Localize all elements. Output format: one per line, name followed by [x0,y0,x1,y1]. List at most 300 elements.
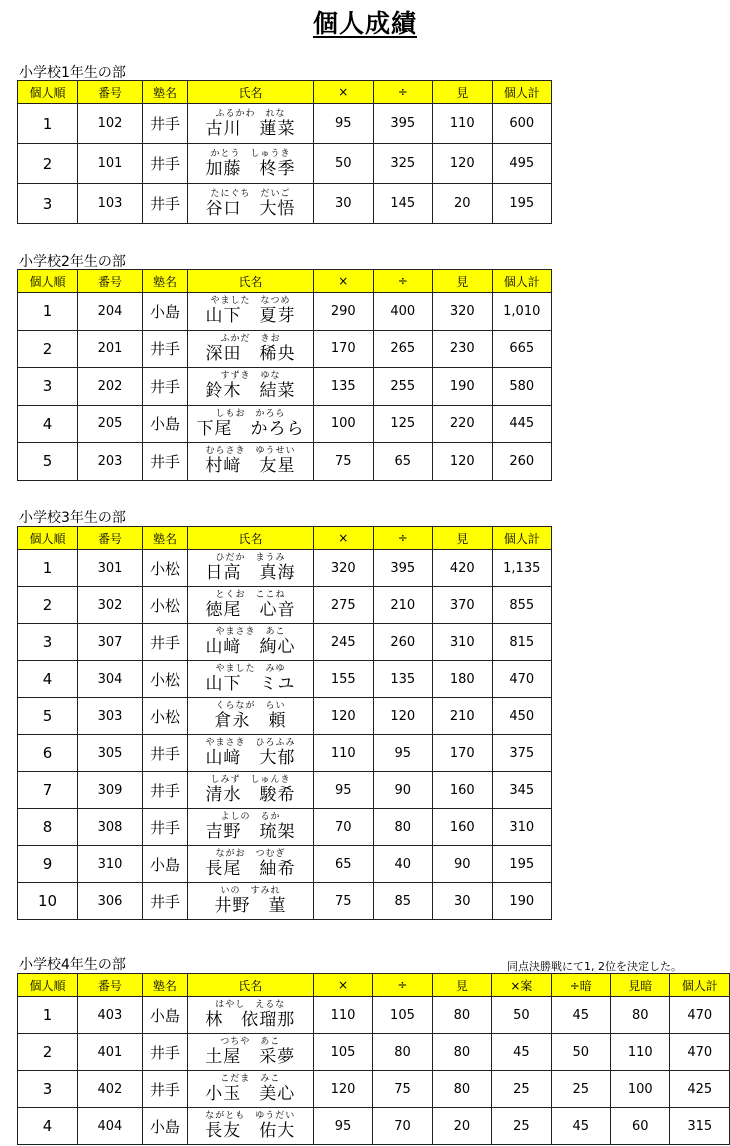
col-header-juku: 塾名 [143,527,188,550]
name-kanji: 林 依瑠那 [205,1010,296,1030]
juku-cell: 井手 [143,772,188,809]
col-header-mi: 見 [433,527,493,550]
col-header-mi: 見 [433,270,493,293]
number-cell: 102 [78,104,143,144]
mi-an-score-cell: 80 [611,997,670,1034]
mi-score-cell: 170 [433,735,493,772]
number-cell: 304 [78,661,143,698]
mul-score-cell: 155 [314,661,374,698]
col-header-name: 氏名 [188,527,314,550]
name-kanji: 日高 真海 [205,563,296,583]
number-cell: 202 [78,368,143,406]
name-cell [188,698,314,735]
div-score-cell: 210 [373,587,433,624]
rank-cell: 3 [18,368,78,406]
name-cell [188,846,314,883]
div-an-score-cell: 25 [551,1071,610,1108]
mi-score-cell: 110 [433,104,493,144]
mi-score-cell: 120 [433,443,493,481]
mul-score-cell: 75 [314,883,374,920]
name-cell [188,550,314,587]
table-header-row [18,527,552,550]
name-furigana: つちや あこ [220,1037,281,1047]
table-row [18,1034,730,1071]
mul-score-cell: 135 [314,368,374,406]
col-header-name: 氏名 [188,270,314,293]
number-cell: 201 [78,330,143,368]
juku-cell: 井手 [143,624,188,661]
juku-cell: 井手 [143,184,188,224]
div-score-cell: 260 [373,624,433,661]
rank-cell: 2 [18,330,78,368]
mi-score-cell: 180 [433,661,493,698]
rank-cell: 2 [18,144,78,184]
div-score-cell: 75 [373,1071,432,1108]
rank-cell: 2 [18,1034,78,1071]
div-score-cell: 395 [373,104,433,144]
name-cell [188,405,314,443]
mi-score-cell: 30 [433,883,493,920]
total-cell: 470 [670,997,730,1034]
col-header-mul: × [314,527,374,550]
div-score-cell: 125 [373,405,433,443]
table-row [18,997,730,1034]
col-header-name: 氏名 [187,974,313,997]
div-score-cell: 95 [373,735,433,772]
col-header-mul: × [314,270,374,293]
mi-score-cell: 80 [432,997,491,1034]
mul-score-cell: 30 [314,184,374,224]
name-furigana: たにぐち だいご [210,188,291,199]
name-furigana: ふるかわ れな [215,108,286,119]
name-kanji: 井野 菫 [214,896,287,916]
col-header-number: 番号 [77,974,142,997]
section-label-grade3: 小学校3年生の部 [19,510,126,526]
table-row [18,883,552,920]
col-header-rank: 個人順 [18,527,78,550]
mi-score-cell: 80 [432,1071,491,1108]
mul-score-cell: 70 [314,809,374,846]
name-kanji: 谷口 大悟 [205,198,296,219]
name-kanji: 鈴木 結菜 [205,381,296,402]
grade1-table [17,80,552,224]
table-row [18,144,552,184]
name-cell [187,1108,313,1145]
name-cell [188,368,314,406]
juku-cell: 井手 [143,330,188,368]
name-kanji: 吉野 琉架 [205,822,296,842]
name-cell [188,587,314,624]
total-cell: 195 [492,184,552,224]
name-kanji: 山﨑 絢心 [205,637,296,657]
name-cell [188,293,314,331]
table-row [18,1071,730,1108]
col-header-juku: 塾名 [143,270,188,293]
col-header-number: 番号 [78,270,143,293]
total-cell: 470 [492,661,552,698]
juku-cell: 井手 [143,104,188,144]
number-cell: 203 [78,443,143,481]
juku-cell: 小松 [143,698,188,735]
number-cell: 404 [77,1108,142,1145]
col-header-rank: 個人順 [18,81,78,104]
section-label-grade2: 小学校2年生の部 [19,254,126,270]
mi-score-cell: 160 [433,809,493,846]
table-row [18,104,552,144]
col-header-rank: 個人順 [18,974,78,997]
mul-an-score-cell: 25 [492,1071,551,1108]
name-furigana: ひだか まうみ [215,553,286,563]
number-cell: 403 [77,997,142,1034]
rank-cell: 9 [18,846,78,883]
table-row [18,698,552,735]
mul-score-cell: 320 [314,550,374,587]
col-header-number: 番号 [78,527,143,550]
table-row [18,809,552,846]
total-cell: 495 [492,144,552,184]
name-furigana: むらさき ゆうせい [205,446,296,457]
div-score-cell: 325 [373,144,433,184]
total-cell: 600 [492,104,552,144]
col-header-mul: × [314,81,374,104]
mul-score-cell: 50 [314,144,374,184]
col-header-mi-an: 見暗 [611,974,670,997]
number-cell: 204 [78,293,143,331]
rank-cell: 3 [18,1071,78,1108]
grade3-table [17,526,552,920]
mul-score-cell: 75 [314,443,374,481]
div-score-cell: 85 [373,883,433,920]
total-cell: 450 [492,698,552,735]
table-row [18,661,552,698]
col-header-juku: 塾名 [143,81,188,104]
mul-score-cell: 120 [313,1071,372,1108]
name-furigana: やました なつめ [210,296,291,307]
number-cell: 301 [78,550,143,587]
name-cell [188,104,314,144]
div-score-cell: 90 [373,772,433,809]
mi-score-cell: 210 [433,698,493,735]
div-score-cell: 400 [373,293,433,331]
total-cell: 580 [492,368,552,406]
col-header-juku: 塾名 [142,974,187,997]
name-furigana: やまさき ひろふみ [205,738,296,748]
name-cell [188,443,314,481]
col-header-mul: × [313,974,372,997]
name-kanji: 村﨑 友星 [205,456,296,477]
name-furigana: ながお つむぎ [215,849,286,859]
mi-score-cell: 230 [433,330,493,368]
total-cell: 1,010 [492,293,552,331]
mi-score-cell: 120 [433,144,493,184]
name-kanji: 山下 ミユ [205,674,296,694]
number-cell: 305 [78,735,143,772]
name-cell [188,809,314,846]
juku-cell: 井手 [143,368,188,406]
table-row [18,405,552,443]
div-score-cell: 135 [373,661,433,698]
name-kanji: 徳尾 心音 [205,600,296,620]
name-furigana: ふかだ きお [220,333,281,344]
name-kanji: 下尾 かろら [196,418,305,439]
rank-cell: 1 [18,550,78,587]
name-cell [188,735,314,772]
mi-score-cell: 320 [433,293,493,331]
table-row [18,368,552,406]
juku-cell: 井手 [142,1071,187,1108]
number-cell: 101 [78,144,143,184]
div-an-score-cell: 50 [551,1034,610,1071]
table-row [18,1108,730,1145]
name-furigana: やました みゆ [215,664,286,674]
col-header-total: 個人計 [492,270,552,293]
name-furigana: しみず しゅんき [210,775,291,785]
grade4-table [17,973,730,1145]
col-header-number: 番号 [78,81,143,104]
number-cell: 309 [78,772,143,809]
name-furigana: ながとも ゆうだい [205,1111,296,1121]
name-cell [188,772,314,809]
col-header-div: ÷ [373,974,432,997]
mi-score-cell: 90 [433,846,493,883]
name-furigana: すずき ゆな [220,371,281,382]
table-row [18,772,552,809]
juku-cell: 井手 [142,1034,187,1071]
rank-cell: 3 [18,624,78,661]
number-cell: 103 [78,184,143,224]
name-kanji: 長友 佑大 [205,1121,296,1141]
juku-cell: 小島 [143,293,188,331]
name-cell [188,144,314,184]
mul-an-score-cell: 45 [492,1034,551,1071]
name-kanji: 山﨑 大郁 [205,748,296,768]
mi-score-cell: 20 [433,184,493,224]
rank-cell: 8 [18,809,78,846]
col-header-div-an: ÷暗 [551,974,610,997]
section-label-grade4: 小学校4年生の部 [19,957,126,973]
total-cell: 260 [492,443,552,481]
rank-cell: 7 [18,772,78,809]
rank-cell: 6 [18,735,78,772]
juku-cell: 小島 [142,1108,187,1145]
total-cell: 470 [670,1034,730,1071]
col-header-div: ÷ [373,270,433,293]
juku-cell: 井手 [143,809,188,846]
name-kanji: 古川 蓮菜 [205,118,296,139]
col-header-div: ÷ [373,81,433,104]
mi-an-score-cell: 60 [611,1108,670,1145]
total-cell: 190 [492,883,552,920]
name-furigana: よしの るか [220,812,281,822]
mul-score-cell: 100 [314,405,374,443]
mul-an-score-cell: 25 [492,1108,551,1145]
table-row [18,443,552,481]
name-furigana: くらなが らい [215,701,286,711]
name-furigana: しもお かろら [215,408,286,419]
page-title: 個人成績 [312,9,417,38]
mi-score-cell: 220 [433,405,493,443]
col-header-mul-an: ×案 [492,974,551,997]
table-row [18,184,552,224]
number-cell: 302 [78,587,143,624]
table-row [18,293,552,331]
div-score-cell: 145 [373,184,433,224]
mul-score-cell: 290 [314,293,374,331]
number-cell: 402 [77,1071,142,1108]
rank-cell: 2 [18,587,78,624]
div-score-cell: 65 [373,443,433,481]
name-kanji: 倉永 頼 [214,711,287,731]
col-header-total: 個人計 [492,527,552,550]
div-score-cell: 40 [373,846,433,883]
mi-score-cell: 160 [433,772,493,809]
mul-an-score-cell: 50 [492,997,551,1034]
number-cell: 401 [77,1034,142,1071]
table-row [18,550,552,587]
col-header-div: ÷ [373,527,433,550]
name-kanji: 山下 夏芽 [205,306,296,327]
name-cell [187,1034,313,1071]
grade2-table [17,269,552,481]
number-cell: 303 [78,698,143,735]
total-cell: 315 [670,1108,730,1145]
table-body [18,997,730,1145]
name-kanji: 深田 稀央 [205,343,296,364]
mul-score-cell: 65 [314,846,374,883]
name-cell [188,883,314,920]
col-header-name: 氏名 [188,81,314,104]
rank-cell: 1 [18,104,78,144]
div-an-score-cell: 45 [551,997,610,1034]
mul-score-cell: 95 [314,104,374,144]
mi-score-cell: 80 [432,1034,491,1071]
name-kanji: 長尾 紬希 [205,859,296,879]
col-header-mi: 見 [433,81,493,104]
name-kanji: 小玉 美心 [205,1084,296,1104]
juku-cell: 小島 [142,997,187,1034]
juku-cell: 井手 [143,883,188,920]
total-cell: 665 [492,330,552,368]
table-body [18,293,552,481]
mul-score-cell: 95 [314,772,374,809]
div-score-cell: 70 [373,1108,432,1145]
rank-cell: 4 [18,661,78,698]
rank-cell: 3 [18,184,78,224]
section-label-grade1: 小学校1年生の部 [19,65,126,81]
mul-score-cell: 95 [313,1108,372,1145]
total-cell: 855 [492,587,552,624]
rank-cell: 10 [18,883,78,920]
name-cell [188,624,314,661]
total-cell: 1,135 [492,550,552,587]
div-score-cell: 80 [373,809,433,846]
mul-score-cell: 275 [314,587,374,624]
table-header-row [18,974,730,997]
name-cell [187,1071,313,1108]
mi-an-score-cell: 110 [611,1034,670,1071]
div-score-cell: 105 [373,997,432,1034]
name-furigana: こだま みこ [220,1074,281,1084]
total-cell: 425 [670,1071,730,1108]
total-cell: 310 [492,809,552,846]
mul-score-cell: 170 [314,330,374,368]
mul-score-cell: 110 [313,997,372,1034]
number-cell: 307 [78,624,143,661]
table-row [18,735,552,772]
juku-cell: 小島 [143,846,188,883]
name-cell [188,330,314,368]
juku-cell: 小松 [143,550,188,587]
mi-score-cell: 310 [433,624,493,661]
mul-score-cell: 120 [314,698,374,735]
juku-cell: 井手 [143,443,188,481]
name-furigana: かとう しゅうき [210,148,291,159]
juku-cell: 小松 [143,661,188,698]
table-row [18,624,552,661]
col-header-total: 個人計 [670,974,730,997]
number-cell: 306 [78,883,143,920]
total-cell: 815 [492,624,552,661]
name-kanji: 清水 駿希 [205,785,296,805]
div-an-score-cell: 45 [551,1108,610,1145]
div-score-cell: 80 [373,1034,432,1071]
juku-cell: 井手 [143,144,188,184]
table-body [18,550,552,920]
number-cell: 205 [78,405,143,443]
name-furigana: いの すみれ [220,886,281,896]
rank-cell: 1 [18,997,78,1034]
name-furigana: とくお ここね [215,590,286,600]
table-header-row [18,81,552,104]
div-score-cell: 265 [373,330,433,368]
col-header-mi: 見 [432,974,491,997]
name-cell [188,184,314,224]
mi-score-cell: 190 [433,368,493,406]
div-score-cell: 120 [373,698,433,735]
mul-score-cell: 245 [314,624,374,661]
div-score-cell: 395 [373,550,433,587]
table-row [18,330,552,368]
table-row [18,587,552,624]
mi-score-cell: 370 [433,587,493,624]
rank-cell: 4 [18,405,78,443]
name-furigana: はやし えるな [215,1000,286,1010]
mul-score-cell: 110 [314,735,374,772]
juku-cell: 小松 [143,587,188,624]
juku-cell: 小島 [143,405,188,443]
mi-an-score-cell: 100 [611,1071,670,1108]
name-cell [188,661,314,698]
total-cell: 195 [492,846,552,883]
tiebreak-note: 同点決勝戦にて1, 2位を決定した。 [507,960,682,973]
table-body [18,104,552,224]
table-row [18,846,552,883]
total-cell: 445 [492,405,552,443]
rank-cell: 5 [18,443,78,481]
name-kanji: 加藤 柊季 [205,158,296,179]
name-furigana: やまさき あこ [215,627,286,637]
col-header-total: 個人計 [492,81,552,104]
mi-score-cell: 420 [433,550,493,587]
number-cell: 310 [78,846,143,883]
div-score-cell: 255 [373,368,433,406]
mi-score-cell: 20 [432,1108,491,1145]
total-cell: 375 [492,735,552,772]
name-kanji: 土屋 采夢 [205,1047,296,1067]
name-cell [187,997,313,1034]
total-cell: 345 [492,772,552,809]
rank-cell: 4 [18,1108,78,1145]
